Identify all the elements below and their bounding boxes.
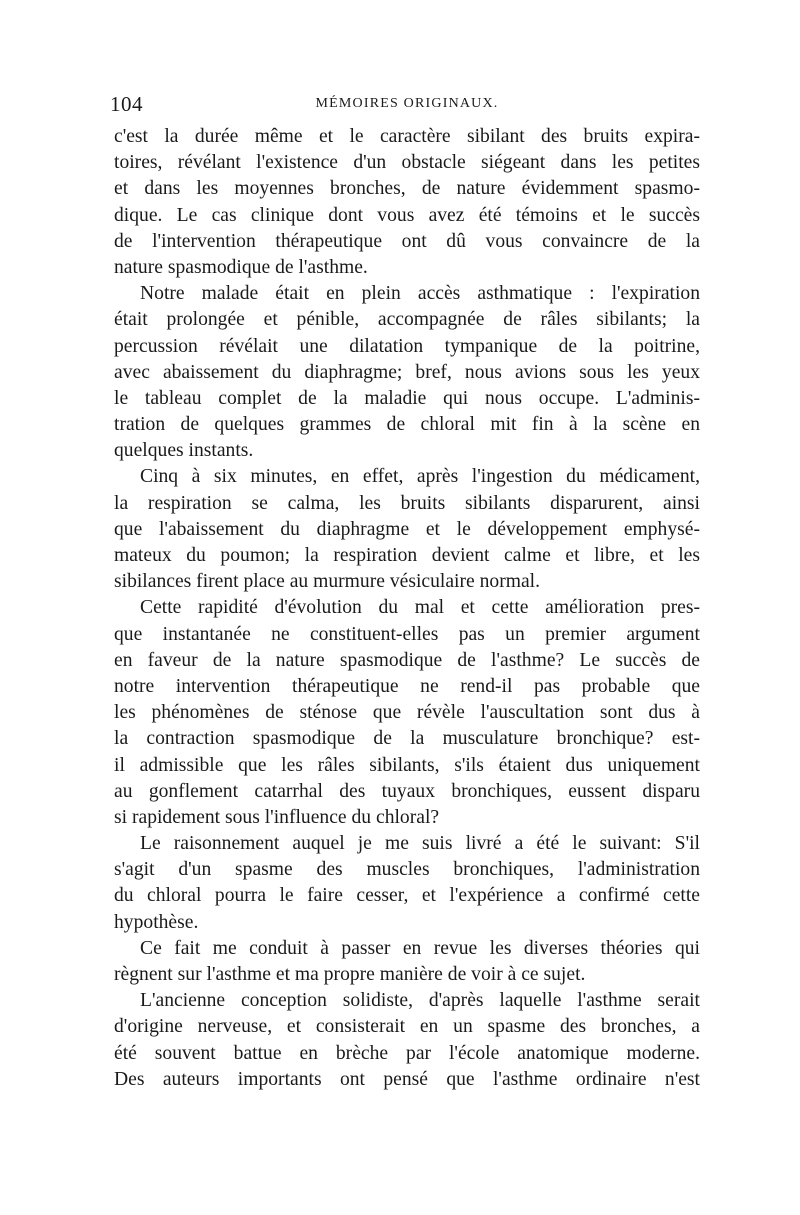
text-line: hypothèse. — [114, 911, 199, 933]
body-text — [114, 124, 700, 1093]
text-line: Cette rapidité d'évolution du mal et cette amélioration pres- — [140, 597, 700, 619]
text-line: été souvent battue en brèche par l'école anatomique moderne. — [114, 1042, 700, 1064]
text-line: que l'abaissement du diaphragme et le développement emphysé- — [114, 518, 700, 540]
text-line: au gonflement catarrhal des tuyaux bronchiques, eussent disparu — [114, 780, 700, 802]
text-line: percussion révélait une dilatation tympanique de la poitrine, — [114, 335, 700, 357]
text-line: la contraction spasmodique de la musculature bronchique? est- — [114, 728, 700, 750]
text-line: en faveur de la nature spasmodique de l'asthme? Le succès de — [114, 649, 700, 671]
running-head — [110, 92, 700, 120]
text-line: toires, révélant l'existence d'un obstacle siégeant dans les petites — [114, 152, 700, 174]
text-line: était prolongée et pénible, accompagnée de râles sibilants; la — [114, 309, 700, 331]
text-line: Ce fait me conduit à passer en revue les diverses théories qui — [140, 937, 700, 959]
text-line: Cinq à six minutes, en effet, après l'ingestion du médicament, — [140, 466, 700, 488]
text-line: que instantanée ne constituent-elles pas un premier argument — [114, 623, 700, 645]
text-line: et dans les moyennes bronches, de nature évidemment spasmo- — [114, 178, 700, 200]
text-line: règnent sur l'asthme et ma propre manière de voir à ce sujet. — [114, 964, 586, 985]
text-line: L'ancienne conception solidiste, d'après laquelle l'asthme serait — [140, 990, 700, 1012]
text-line: de l'intervention thérapeutique ont dû vous convaincre de la — [114, 230, 700, 252]
text-line: tration de quelques grammes de chloral mit fin à la scène en — [114, 414, 700, 436]
text-line: notre intervention thérapeutique ne rend-il pas probable que — [114, 675, 700, 697]
book-page — [110, 92, 700, 1093]
text-line: sibilances firent place au murmure vésiculaire normal. — [114, 571, 540, 593]
text-line: si rapidement sous l'influence du chloral? — [114, 806, 440, 828]
text-line: quelques instants. — [114, 440, 254, 462]
text-line: il admissible que les râles sibilants, s'ils étaient dus uniquement — [114, 754, 700, 776]
text-line: les phénomènes de sténose que révèle l'auscultation sont dus à — [114, 702, 700, 724]
text-line: c'est la durée même et le caractère sibilant des bruits expira- — [114, 126, 700, 147]
running-title: MÉMOIRES ORIGINAUX. — [315, 96, 499, 111]
text-line: nature spasmodique de l'asthme. — [114, 256, 368, 278]
text-line: la respiration se calma, les bruits sibilants disparurent, ainsi — [114, 492, 700, 514]
text-line: mateux du poumon; la respiration devient calme et libre, et les — [114, 545, 700, 566]
text-line: le tableau complet de la maladie qui nous occupe. L'adminis- — [114, 387, 700, 409]
text-line: Le raisonnement auquel je me suis livré a été le suivant: S'il — [140, 833, 700, 855]
text-line: Notre malade était en plein accès asthmatique : l'expiration — [140, 283, 700, 305]
page-number: 104 — [110, 92, 143, 116]
text-line: du chloral pourra le faire cesser, et l'expérience a confirmé cette — [114, 885, 700, 907]
text-line: Des auteurs importants ont pensé que l'asthme ordinaire n'est — [114, 1068, 700, 1090]
text-line: d'origine nerveuse, et consisterait en un spasme des bronches, a — [114, 1016, 700, 1038]
text-line: dique. Le cas clinique dont vous avez été témoins et le succès — [114, 204, 700, 226]
text-line: s'agit d'un spasme des muscles bronchiques, l'administration — [114, 859, 700, 881]
text-line: avec abaissement du diaphragme; bref, nous avions sous les yeux — [114, 361, 700, 383]
